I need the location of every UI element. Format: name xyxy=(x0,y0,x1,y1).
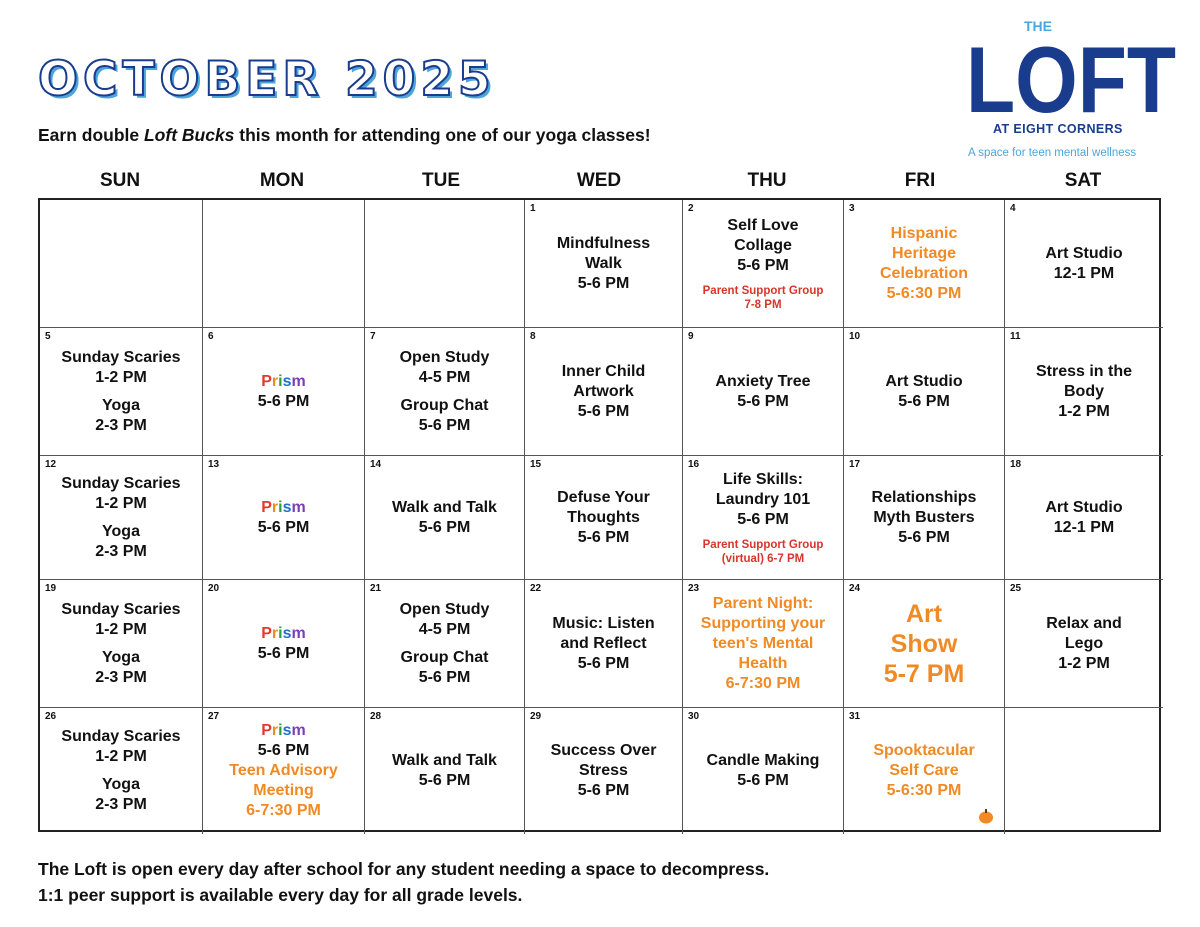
day-number: 18 xyxy=(1010,459,1022,470)
highlight-event-text: 6-7:30 PM xyxy=(246,802,321,819)
day-cell-15 xyxy=(525,456,683,580)
day-cell-27 xyxy=(203,708,365,834)
event-text: 5-6 PM xyxy=(257,392,310,410)
weekday-tue: TUE xyxy=(422,170,460,191)
pumpkin-icon xyxy=(978,808,994,824)
event-text: 5-6 PM xyxy=(418,416,471,434)
event-text: Stress in the xyxy=(1035,362,1133,380)
event-list xyxy=(525,580,682,707)
event-text: 5-6 PM xyxy=(418,772,471,789)
event-text: 5-6 PM xyxy=(737,510,789,528)
featured-event-text: Show xyxy=(890,629,958,658)
event-text: Open Study xyxy=(399,348,490,366)
event-text: Myth Busters xyxy=(873,508,975,526)
prism-letter: i xyxy=(278,624,283,642)
weekday-mon: MON xyxy=(259,170,305,191)
day-cell-3 xyxy=(844,200,1005,328)
subtitle-post: this month for attending one of our yoga classes! xyxy=(234,125,651,145)
day-cell-22 xyxy=(525,580,683,708)
day-number: 19 xyxy=(45,583,57,594)
day-number: 3 xyxy=(849,203,855,214)
event-list xyxy=(203,200,364,327)
prism-letter: i xyxy=(278,722,283,739)
event-text: 5-6 PM xyxy=(737,772,789,789)
day-cell-2 xyxy=(683,200,844,328)
calendar-grid xyxy=(38,198,1161,832)
subtitle-pre: Earn double xyxy=(38,125,144,145)
event-text: Yoga xyxy=(102,776,140,793)
day-number: 5 xyxy=(45,331,51,342)
day-number: 2 xyxy=(688,203,694,214)
highlight-event-text: Meeting xyxy=(253,782,314,799)
parent-support-time: 7-8 PM xyxy=(744,298,782,311)
event-text: Relax and xyxy=(1046,614,1122,632)
event-text: 1-2 PM xyxy=(1058,402,1110,420)
day-cell-10 xyxy=(844,328,1005,456)
highlight-event-text: Health xyxy=(738,654,788,672)
event-text: Anxiety Tree xyxy=(715,372,811,390)
event-text: 5-6 PM xyxy=(257,742,310,759)
day-number: 14 xyxy=(370,459,382,470)
event-text: 1-2 PM xyxy=(95,620,147,638)
day-number: 7 xyxy=(370,331,376,342)
day-cell-9 xyxy=(683,328,844,456)
event-text: 5-6 PM xyxy=(577,274,630,292)
event-text: 4-5 PM xyxy=(418,368,471,386)
event-list xyxy=(844,580,1004,707)
event-text: Self Love xyxy=(727,216,799,234)
event-list xyxy=(203,456,364,579)
weekday-fri: FRI xyxy=(904,170,936,191)
event-text: 2-3 PM xyxy=(95,416,147,434)
page-title: OCTOBER 2025 xyxy=(38,52,496,107)
highlight-event-text: 6-7:30 PM xyxy=(725,674,801,692)
event-text: Sunday Scaries xyxy=(61,348,181,366)
highlight-event-text: Self Care xyxy=(889,762,959,779)
footer-line-2: 1:1 peer support is available every day for all grade levels. xyxy=(38,885,523,905)
event-text: and Reflect xyxy=(560,634,647,652)
event-list xyxy=(40,456,202,579)
day-number: 17 xyxy=(849,459,861,470)
event-text: Walk xyxy=(585,254,622,272)
prism-letter: P xyxy=(261,498,272,516)
event-text: Art Studio xyxy=(1045,244,1123,262)
prism-letter: s xyxy=(282,498,292,516)
prism-letter: P xyxy=(261,722,272,739)
parent-support-time: (virtual) 6-7 PM xyxy=(721,552,805,565)
event-text: Yoga xyxy=(102,648,140,666)
event-list xyxy=(1005,456,1163,579)
event-text: Sunday Scaries xyxy=(61,600,181,618)
weekday-thu: THU xyxy=(747,170,787,191)
event-text: Candle Making xyxy=(706,752,820,769)
highlight-event-text: Celebration xyxy=(879,264,968,282)
event-text: 5-6 PM xyxy=(577,782,630,799)
day-cell-18 xyxy=(1005,456,1163,580)
event-list xyxy=(525,328,682,455)
parent-support-text: Parent Support Group xyxy=(702,538,824,551)
day-number: 22 xyxy=(530,583,542,594)
day-number: 8 xyxy=(530,331,536,342)
event-text: Walk and Talk xyxy=(392,752,497,769)
event-list xyxy=(365,580,524,707)
event-text: Sunday Scaries xyxy=(61,474,181,492)
event-list xyxy=(683,580,843,707)
day-number: 26 xyxy=(45,711,57,722)
day-number: 30 xyxy=(688,711,700,722)
day-number: 9 xyxy=(688,331,694,342)
day-cell-30 xyxy=(683,708,844,834)
prism-letter: i xyxy=(278,498,283,516)
weekday-sat: SAT xyxy=(1064,170,1102,191)
day-cell-19 xyxy=(40,580,203,708)
highlight-event-text: Supporting your xyxy=(700,614,826,632)
event-text: 5-6 PM xyxy=(898,392,950,410)
day-cell-17 xyxy=(844,456,1005,580)
event-text: Music: Listen xyxy=(552,614,655,632)
event-list xyxy=(525,456,682,579)
event-text: 5-6 PM xyxy=(737,392,789,410)
highlight-event-text: teen's Mental xyxy=(712,634,814,652)
event-text: Art Studio xyxy=(1045,498,1123,516)
day-number: 29 xyxy=(530,711,542,722)
event-list xyxy=(1005,708,1163,834)
day-cell-29 xyxy=(525,708,683,834)
event-list xyxy=(1005,328,1163,455)
event-list xyxy=(40,580,202,707)
highlight-event-text: Teen Advisory xyxy=(229,762,338,779)
day-cell-7 xyxy=(365,328,525,456)
day-number: 11 xyxy=(1010,331,1021,342)
event-text: Artwork xyxy=(573,382,634,400)
event-text: 5-6 PM xyxy=(257,644,310,662)
prism-letter: P xyxy=(261,624,272,642)
day-cell-31 xyxy=(844,708,1005,834)
day-cell-5 xyxy=(40,328,203,456)
event-list xyxy=(525,708,682,834)
event-list xyxy=(40,200,202,327)
event-text: Yoga xyxy=(102,396,140,414)
day-number: 1 xyxy=(530,203,536,214)
prism-letter: s xyxy=(282,624,292,642)
event-text: Stress xyxy=(579,762,628,779)
highlight-event-text: Heritage xyxy=(891,244,957,262)
prism-letter: m xyxy=(291,722,306,739)
day-cell-28 xyxy=(365,708,525,834)
highlight-event-text: Parent Night: xyxy=(712,594,814,612)
day-cell-20 xyxy=(203,580,365,708)
event-text: 1-2 PM xyxy=(95,494,147,512)
prism-event-title xyxy=(261,498,306,518)
event-text: 2-3 PM xyxy=(95,542,147,560)
event-list xyxy=(365,200,524,327)
prism-letter: r xyxy=(271,624,279,642)
day-number: 4 xyxy=(1010,203,1016,214)
day-cell-1 xyxy=(525,200,683,328)
event-text: 2-3 PM xyxy=(95,796,147,813)
event-list xyxy=(844,200,1004,327)
empty-day-cell xyxy=(40,200,203,328)
event-text: Open Study xyxy=(399,600,490,618)
event-list xyxy=(203,580,364,707)
event-list xyxy=(683,200,843,327)
day-number: 20 xyxy=(208,583,220,594)
parent-support-text: Parent Support Group xyxy=(702,284,824,297)
prism-letter: r xyxy=(271,372,279,390)
day-cell-26 xyxy=(40,708,203,834)
featured-event-text: Art xyxy=(905,599,943,628)
logo-the: THE xyxy=(1024,18,1052,34)
event-text: 5-6 PM xyxy=(577,654,630,672)
prism-letter: r xyxy=(271,498,279,516)
day-number: 12 xyxy=(45,459,57,470)
event-list xyxy=(525,200,682,327)
event-text: 2-3 PM xyxy=(95,668,147,686)
event-text: 12-1 PM xyxy=(1053,518,1115,536)
day-number: 15 xyxy=(530,459,542,470)
event-list xyxy=(683,328,843,455)
event-list xyxy=(365,708,524,834)
logo-wordmark xyxy=(966,30,1178,122)
event-text: Inner Child xyxy=(561,362,646,380)
event-list xyxy=(844,328,1004,455)
event-text: 1-2 PM xyxy=(1058,654,1110,672)
event-list xyxy=(203,708,364,834)
day-cell-8 xyxy=(525,328,683,456)
day-number: 25 xyxy=(1010,583,1022,594)
day-number: 6 xyxy=(208,331,214,342)
event-text: Success Over xyxy=(550,742,657,759)
event-list xyxy=(40,708,202,834)
event-text: 1-2 PM xyxy=(95,748,147,765)
day-cell-16 xyxy=(683,456,844,580)
event-text: Relationships xyxy=(871,488,977,506)
event-text: Group Chat xyxy=(400,648,489,666)
prism-event-title xyxy=(261,721,306,741)
event-text: Walk and Talk xyxy=(392,498,497,516)
prism-letter: P xyxy=(261,372,272,390)
prism-event-title xyxy=(261,624,306,644)
highlight-event-text: 5-6:30 PM xyxy=(886,782,962,799)
highlight-event-text: Spooktacular xyxy=(873,742,975,759)
event-list xyxy=(203,328,364,455)
highlight-event-text: Hispanic xyxy=(890,224,958,242)
event-text: 5-6 PM xyxy=(577,402,630,420)
event-text: Thoughts xyxy=(567,508,640,526)
event-text: 5-6 PM xyxy=(257,518,310,536)
prism-letter: m xyxy=(291,498,306,516)
event-text: 4-5 PM xyxy=(418,620,471,638)
prism-event-title xyxy=(261,372,306,392)
prism-letter: i xyxy=(278,372,283,390)
event-text: Defuse Your xyxy=(557,488,650,506)
event-text: 5-6 PM xyxy=(418,518,471,536)
event-text: Group Chat xyxy=(400,396,489,414)
day-cell-11 xyxy=(1005,328,1163,456)
event-text: Collage xyxy=(734,236,792,254)
event-text: Art Studio xyxy=(885,372,963,390)
event-list xyxy=(844,456,1004,579)
logo-wordmark-text: LOFT xyxy=(966,30,1176,122)
prism-letter: s xyxy=(282,372,292,390)
logo-tagline: A space for teen mental wellness xyxy=(968,147,1137,159)
logo-subtitle: AT EIGHT CORNERS xyxy=(993,122,1123,136)
highlight-event-text: 5-6:30 PM xyxy=(886,284,962,302)
day-number: 16 xyxy=(688,459,700,470)
empty-day-cell xyxy=(365,200,525,328)
day-number: 10 xyxy=(849,331,861,342)
event-text: Laundry 101 xyxy=(715,490,811,508)
day-number: 13 xyxy=(208,459,220,470)
event-text: Life Skills: xyxy=(722,470,804,488)
prism-letter: m xyxy=(291,372,306,390)
event-text: 1-2 PM xyxy=(95,368,147,386)
day-number: 31 xyxy=(849,711,861,722)
day-number: 27 xyxy=(208,711,220,722)
event-text: 5-6 PM xyxy=(737,256,789,274)
day-cell-23 xyxy=(683,580,844,708)
day-cell-25 xyxy=(1005,580,1163,708)
event-text: Mindfulness xyxy=(556,234,651,252)
prism-letter: m xyxy=(291,624,306,642)
event-list xyxy=(1005,200,1163,327)
footer-line-1: The Loft is open every day after school for any student needing a space to decompress. xyxy=(38,859,770,879)
subtitle xyxy=(38,125,651,146)
day-cell-24 xyxy=(844,580,1005,708)
event-list xyxy=(40,328,202,455)
event-text: 5-6 PM xyxy=(577,528,630,546)
event-list xyxy=(365,456,524,579)
day-cell-14 xyxy=(365,456,525,580)
day-cell-6 xyxy=(203,328,365,456)
event-text: Body xyxy=(1064,382,1104,400)
event-text: Yoga xyxy=(102,522,140,540)
day-cell-12 xyxy=(40,456,203,580)
event-list xyxy=(683,456,843,579)
empty-day-cell xyxy=(203,200,365,328)
day-cell-4 xyxy=(1005,200,1163,328)
event-text: 5-6 PM xyxy=(898,528,950,546)
day-number: 24 xyxy=(849,583,861,594)
event-text: 12-1 PM xyxy=(1053,264,1115,282)
day-cell-13 xyxy=(203,456,365,580)
day-number: 21 xyxy=(370,583,382,594)
event-list xyxy=(1005,580,1163,707)
event-list xyxy=(683,708,843,834)
footer-notes xyxy=(38,856,769,908)
day-number: 28 xyxy=(370,711,382,722)
featured-event-text: 5-7 PM xyxy=(883,659,965,688)
weekday-sun: SUN xyxy=(99,170,141,191)
day-cell-21 xyxy=(365,580,525,708)
prism-letter: r xyxy=(271,722,279,739)
event-text: 5-6 PM xyxy=(418,668,471,686)
event-text: Lego xyxy=(1064,634,1104,652)
event-text: Sunday Scaries xyxy=(61,728,181,745)
empty-day-cell xyxy=(1005,708,1163,834)
day-number: 23 xyxy=(688,583,700,594)
event-list xyxy=(365,328,524,455)
prism-letter: s xyxy=(282,722,292,739)
loft-logo xyxy=(960,14,1180,164)
subtitle-emphasis: Loft Bucks xyxy=(143,125,235,145)
weekday-wed: WED xyxy=(576,170,622,191)
